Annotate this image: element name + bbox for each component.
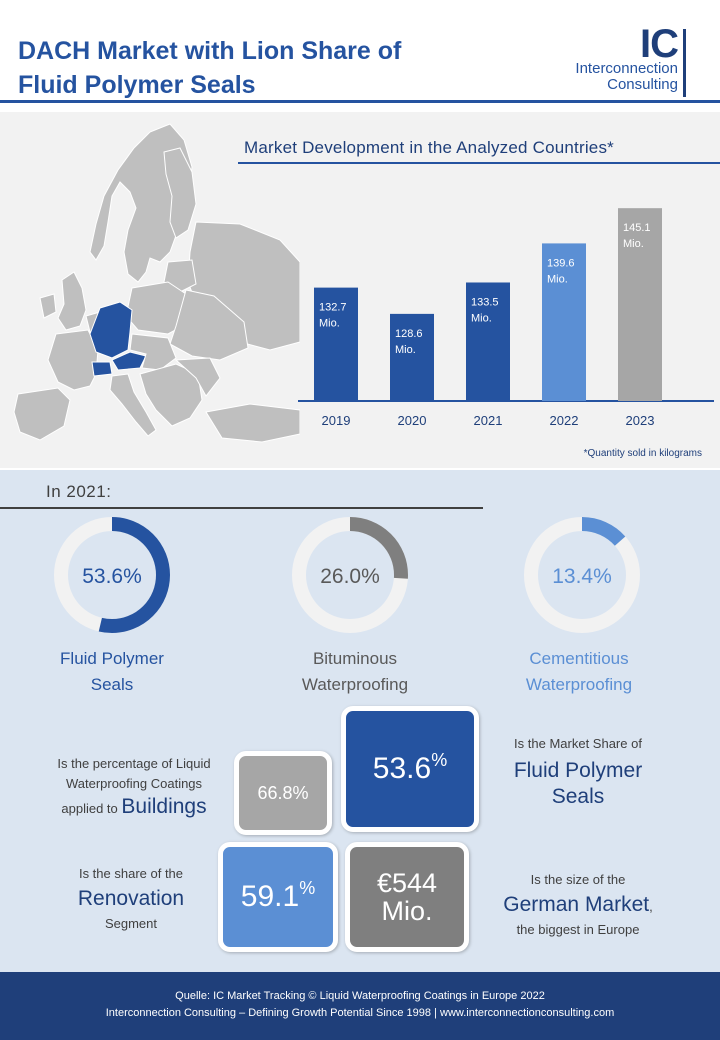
- fact-buildings-line-1: Is the percentage of Liquid: [57, 756, 211, 771]
- chart-title: Market Development in the Analyzed Countries*: [244, 138, 614, 157]
- bar-unit-label-2020: Mio.: [395, 343, 416, 356]
- chart-footnote: *Quantity sold in kilograms: [583, 448, 702, 459]
- x-tick-2022: 2022: [549, 413, 579, 428]
- donut-label-fluid-polymer: [12, 646, 212, 698]
- year-divider: [0, 507, 483, 509]
- tile-market-share-value: 53.6: [372, 752, 432, 786]
- donut-label-line-2: Waterproofing: [301, 675, 409, 694]
- fact-buildings-highlight: Buildings: [121, 795, 207, 818]
- fact-renovation-line-2: Segment: [104, 916, 158, 931]
- map-iberia: [14, 388, 70, 440]
- year-label: In 2021:: [46, 482, 112, 501]
- bar-unit-label-2023: Mio.: [623, 238, 644, 251]
- footer-source: Quelle: IC Market Tracking © Liquid Waterproofing Coatings in Europe 2022: [175, 990, 545, 1002]
- donut-label-line-2: Waterproofing: [525, 675, 633, 694]
- bar-value-label-2021: 133.5: [471, 296, 499, 309]
- tile-market-share-suffix: %: [431, 749, 448, 770]
- map-switzerland: [92, 362, 112, 376]
- fact-market-share-highlight-2: Seals: [551, 785, 605, 808]
- bar-unit-label-2022: Mio.: [547, 273, 568, 286]
- title-line-1: DACH Market with Lion Share of: [18, 37, 402, 65]
- donut-value-fluid-polymer: 53.6%: [82, 565, 142, 588]
- map-uk: [58, 272, 86, 330]
- x-tick-2020: 2020: [397, 413, 427, 428]
- donut-label-line-2: Seals: [90, 675, 134, 694]
- fact-german-market-line-2: the biggest in Europe: [516, 922, 640, 937]
- tile-german-market-value: €544: [376, 867, 438, 898]
- logo-bar: [683, 29, 686, 97]
- fact-buildings-text: [36, 754, 232, 820]
- fact-buildings-line-3: applied to: [61, 801, 118, 816]
- fact-buildings-line-2: Waterproofing Coatings: [65, 776, 203, 791]
- donut-label-bituminous: [255, 646, 455, 698]
- x-tick-2019: 2019: [321, 413, 351, 428]
- fact-market-share-highlight-1: Fluid Polymer: [513, 759, 643, 782]
- bar-unit-label-2019: Mio.: [319, 317, 340, 330]
- footer-tagline: Interconnection Consulting – Defining Growth Potential Since 1998 | www.interconnectionconsulting.com: [105, 1007, 615, 1019]
- tile-german-market: [345, 842, 469, 952]
- bar-value-label-2020: 128.6: [395, 327, 423, 340]
- fact-german-market-comma: ,: [649, 899, 653, 914]
- x-tick-2021: 2021: [473, 413, 503, 428]
- donut-label-line-1: Bituminous: [312, 649, 398, 668]
- company-logo: [575, 22, 678, 93]
- bar-value-label-2019: 132.7: [319, 301, 347, 314]
- map-ireland: [40, 294, 56, 318]
- fact-german-market-line-1: Is the size of the: [530, 872, 626, 887]
- tile-renovation-suffix: %: [299, 877, 316, 898]
- fact-german-market-highlight: German Market: [503, 893, 650, 916]
- footer: [0, 972, 720, 1040]
- bar-value-label-2023: 145.1: [623, 222, 651, 235]
- map-turkey: [206, 404, 300, 442]
- fact-german-market-text: [488, 870, 668, 940]
- fact-renovation-highlight: Renovation: [77, 887, 185, 910]
- donut-value-cementitious: 13.4%: [552, 565, 612, 588]
- map-germany: [90, 302, 132, 358]
- title-line-2: Fluid Polymer Seals: [18, 71, 256, 99]
- bar-2023: [618, 208, 662, 401]
- bar-value-label-2022: 139.6: [547, 257, 575, 270]
- logo-mark: IC: [640, 22, 678, 66]
- tile-buildings-value: 66.8%: [257, 782, 309, 803]
- tile-renovation-value: 59.1: [240, 880, 300, 914]
- donut-value-bituminous: 26.0%: [320, 565, 380, 588]
- donut-label-line-1: Cementitious: [529, 649, 629, 668]
- donut-label-cementitious: [479, 646, 679, 698]
- fact-renovation-line-1: Is the share of the: [78, 866, 184, 881]
- map-france: [48, 330, 98, 390]
- fact-market-share-line-1: Is the Market Share of: [514, 736, 642, 751]
- fact-market-share-text: [488, 734, 668, 810]
- x-tick-2023: 2023: [625, 413, 655, 428]
- bar-unit-label-2021: Mio.: [471, 312, 492, 325]
- tile-renovation: [218, 842, 338, 952]
- fact-renovation-text: [46, 864, 216, 934]
- logo-line-2: Consulting: [607, 76, 678, 93]
- donut-label-line-1: Fluid Polymer: [60, 649, 164, 668]
- logo-line-1: Interconnection: [575, 60, 678, 77]
- market-bar-chart: [298, 190, 714, 440]
- tile-market-share: [341, 706, 479, 832]
- page-title: [18, 34, 478, 102]
- tile-german-market-unit: Mio.: [381, 896, 433, 926]
- chart-title-divider: [238, 162, 720, 164]
- header-divider: [0, 100, 720, 103]
- tile-buildings: [234, 751, 332, 835]
